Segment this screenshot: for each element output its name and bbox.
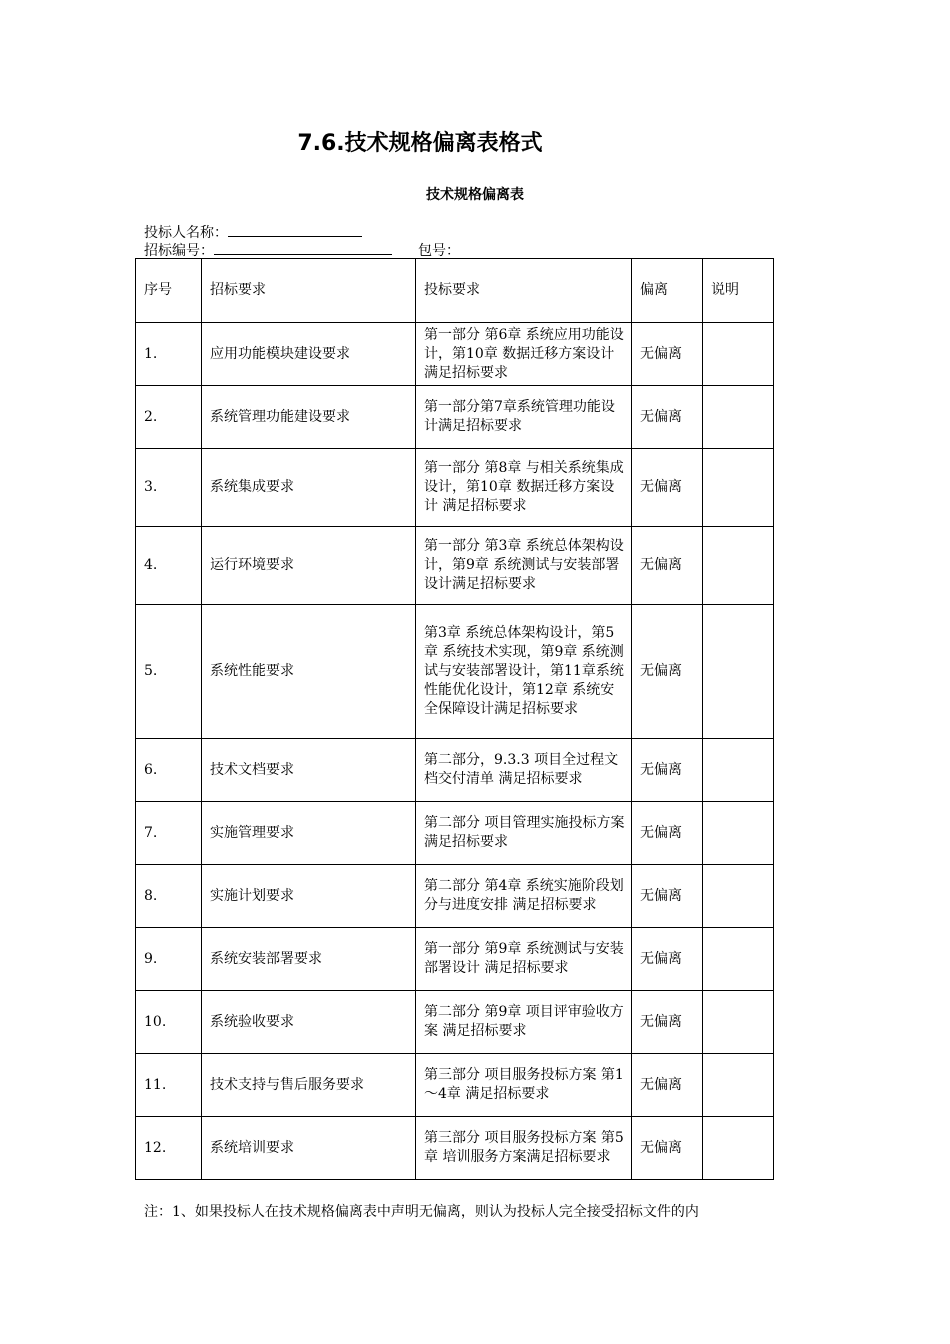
table-header-row bbox=[136, 259, 774, 323]
row-note bbox=[703, 386, 774, 449]
row-no: 4. bbox=[136, 527, 202, 605]
row-no: 2. bbox=[136, 386, 202, 449]
row-requirement: 实施管理要求 bbox=[202, 802, 416, 865]
row-response: 第二部分 第9章 项目评审验收方案 满足招标要求 bbox=[416, 991, 632, 1054]
row-deviation: 无偏离 bbox=[632, 323, 703, 386]
table-row bbox=[136, 739, 774, 802]
row-requirement: 系统集成要求 bbox=[202, 449, 416, 527]
row-deviation: 无偏离 bbox=[632, 865, 703, 928]
row-deviation: 无偏离 bbox=[632, 928, 703, 991]
row-response: 第3章 系统总体架构设计，第5章 系统技术实现，第9章 系统测试与安装部署设计，第11章系统性能优化设计，第12章 系统安全保障设计满足招标要求 bbox=[416, 605, 632, 739]
bidder-name-line bbox=[144, 222, 362, 242]
table-row bbox=[136, 991, 774, 1054]
row-note bbox=[703, 991, 774, 1054]
row-response: 第二部分 项目管理实施投标方案 满足招标要求 bbox=[416, 802, 632, 865]
table-row bbox=[136, 605, 774, 739]
row-deviation: 无偏离 bbox=[632, 991, 703, 1054]
row-requirement: 运行环境要求 bbox=[202, 527, 416, 605]
tender-number-line bbox=[144, 240, 460, 260]
row-no: 1. bbox=[136, 323, 202, 386]
table-row bbox=[136, 386, 774, 449]
row-response: 第一部分 第8章 与相关系统集成设计，第10章 数据迁移方案设计 满足招标要求 bbox=[416, 449, 632, 527]
row-no: 9. bbox=[136, 928, 202, 991]
row-deviation: 无偏离 bbox=[632, 1117, 703, 1180]
row-requirement: 应用功能模块建设要求 bbox=[202, 323, 416, 386]
row-requirement: 系统性能要求 bbox=[202, 605, 416, 739]
row-no: 3. bbox=[136, 449, 202, 527]
row-requirement: 系统培训要求 bbox=[202, 1117, 416, 1180]
row-requirement: 系统安装部署要求 bbox=[202, 928, 416, 991]
row-response: 第一部分 第6章 系统应用功能设计，第10章 数据迁移方案设计满足招标要求 bbox=[416, 323, 632, 386]
row-requirement: 实施计划要求 bbox=[202, 865, 416, 928]
row-no: 12. bbox=[136, 1117, 202, 1180]
row-deviation: 无偏离 bbox=[632, 1054, 703, 1117]
row-response: 第一部分 第3章 系统总体架构设计，第9章 系统测试与安装部署设计满足招标要求 bbox=[416, 527, 632, 605]
table-row bbox=[136, 449, 774, 527]
deviation-table bbox=[135, 258, 774, 1180]
table-row bbox=[136, 527, 774, 605]
header-no: 序号 bbox=[136, 259, 202, 323]
row-note bbox=[703, 802, 774, 865]
row-note bbox=[703, 449, 774, 527]
row-note bbox=[703, 928, 774, 991]
table-row bbox=[136, 1054, 774, 1117]
row-response: 第二部分 第4章 系统实施阶段划分与进度安排 满足招标要求 bbox=[416, 865, 632, 928]
row-note bbox=[703, 1117, 774, 1180]
row-deviation: 无偏离 bbox=[632, 386, 703, 449]
row-no: 7. bbox=[136, 802, 202, 865]
bidder-name-label: 投标人名称： bbox=[144, 225, 228, 241]
row-no: 10. bbox=[136, 991, 202, 1054]
row-note bbox=[703, 323, 774, 386]
row-response: 第二部分，9.3.3 项目全过程文档交付清单 满足招标要求 bbox=[416, 739, 632, 802]
row-deviation: 无偏离 bbox=[632, 527, 703, 605]
tender-number-blank bbox=[214, 240, 392, 255]
table-row bbox=[136, 323, 774, 386]
row-deviation: 无偏离 bbox=[632, 449, 703, 527]
row-no: 5. bbox=[136, 605, 202, 739]
table-title: 技术规格偏离表 bbox=[426, 187, 524, 203]
header-note: 说明 bbox=[703, 259, 774, 323]
row-requirement: 系统管理功能建设要求 bbox=[202, 386, 416, 449]
page-title: 7.6.技术规格偏离表格式 bbox=[297, 131, 543, 156]
row-response: 第三部分 项目服务投标方案 第1～4章 满足招标要求 bbox=[416, 1054, 632, 1117]
header-response: 投标要求 bbox=[416, 259, 632, 323]
row-note bbox=[703, 605, 774, 739]
row-deviation: 无偏离 bbox=[632, 739, 703, 802]
table-row bbox=[136, 1117, 774, 1180]
header-requirement: 招标要求 bbox=[202, 259, 416, 323]
row-requirement: 技术支持与售后服务要求 bbox=[202, 1054, 416, 1117]
row-note bbox=[703, 739, 774, 802]
row-no: 8. bbox=[136, 865, 202, 928]
table-row bbox=[136, 802, 774, 865]
row-requirement: 系统验收要求 bbox=[202, 991, 416, 1054]
row-response: 第三部分 项目服务投标方案 第5章 培训服务方案满足招标要求 bbox=[416, 1117, 632, 1180]
table-row bbox=[136, 928, 774, 991]
row-response: 第一部分第7章系统管理功能设计满足招标要求 bbox=[416, 386, 632, 449]
row-deviation: 无偏离 bbox=[632, 605, 703, 739]
package-label: 包号： bbox=[418, 243, 460, 259]
row-note bbox=[703, 865, 774, 928]
table-row bbox=[136, 865, 774, 928]
row-note bbox=[703, 1054, 774, 1117]
footnote: 注：1、如果投标人在技术规格偏离表中声明无偏离，则认为投标人完全接受招标文件的内 bbox=[144, 1204, 699, 1220]
row-response: 第一部分 第9章 系统测试与安装部署设计 满足招标要求 bbox=[416, 928, 632, 991]
tender-number-label: 招标编号： bbox=[144, 243, 214, 259]
row-deviation: 无偏离 bbox=[632, 802, 703, 865]
bidder-name-blank bbox=[228, 222, 362, 237]
header-deviation: 偏离 bbox=[632, 259, 703, 323]
row-note bbox=[703, 527, 774, 605]
row-requirement: 技术文档要求 bbox=[202, 739, 416, 802]
row-no: 6. bbox=[136, 739, 202, 802]
row-no: 11. bbox=[136, 1054, 202, 1117]
